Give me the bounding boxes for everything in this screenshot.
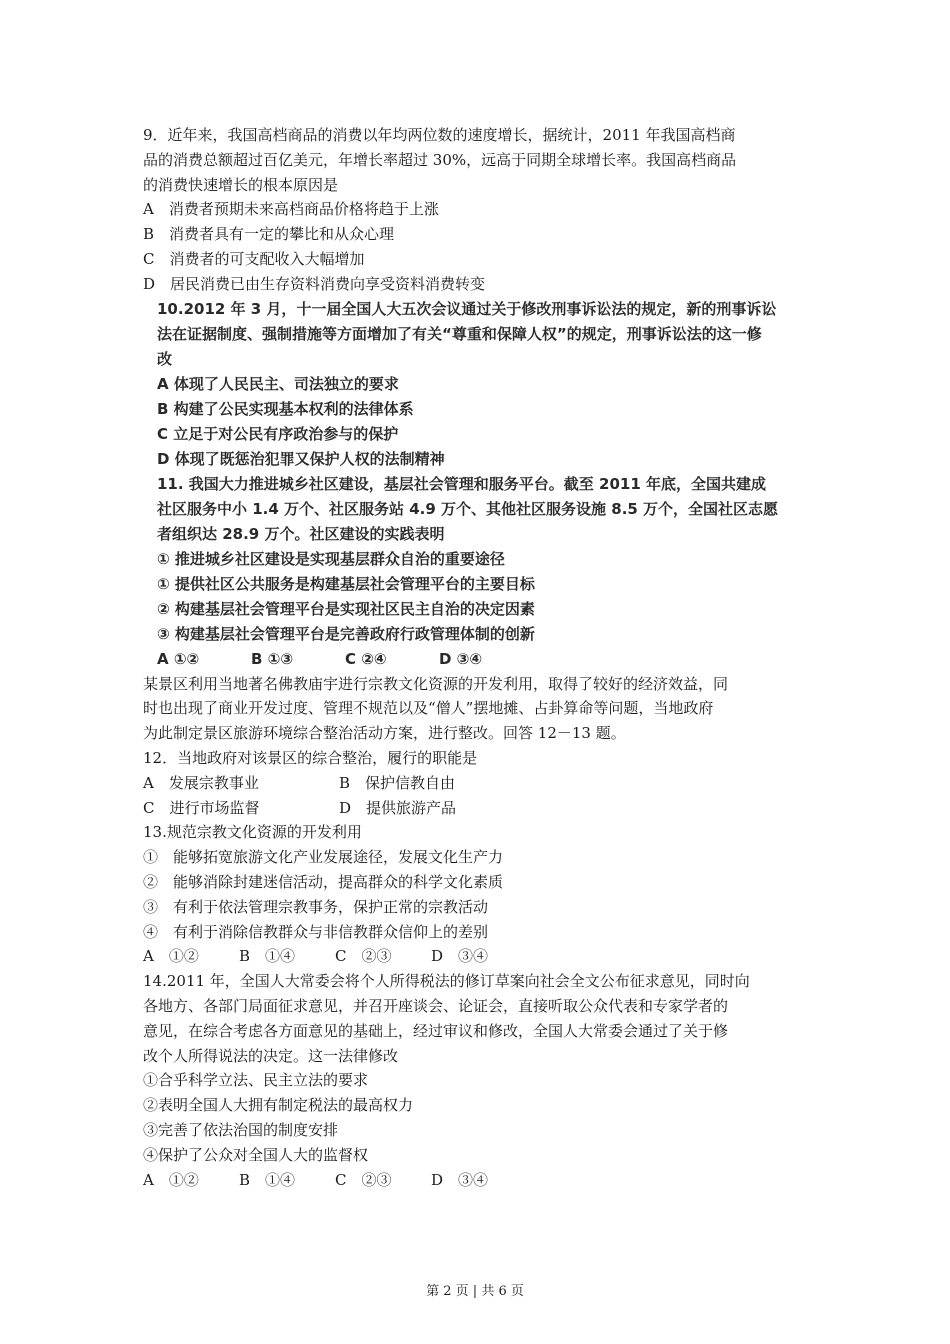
question-12 xyxy=(143,746,823,820)
q14-stem-line: 各地方、各部门局面征求意见，并召开座谈会、论证会，直接听取公众代表和专家学者的 xyxy=(143,996,729,1015)
passage-12-13 xyxy=(143,672,823,746)
q9-option-a: A 消费者预期未来高档商品价格将趋于上涨 xyxy=(143,200,439,219)
question-14 xyxy=(143,969,823,1192)
q14-answer-d: D ③④ xyxy=(431,1170,489,1189)
q11-answer-a: A ①② xyxy=(157,649,200,668)
q14-answer-a: A ①② xyxy=(143,1170,199,1189)
q11-stem-line: 者组织达 28.9 万个。社区建设的实践表明 xyxy=(157,524,445,543)
q13-answer-d: D ③④ xyxy=(431,947,489,966)
q11-stem-line: 11. 我国大力推进城乡社区建设，基层社会管理和服务平台。截至 2011 年底，全国共建成 xyxy=(157,474,766,493)
q11-item: ① 推进城乡社区建设是实现基层群众自治的重要途径 xyxy=(157,549,505,568)
q10-option-b: B 构建了公民实现基本权利的法律体系 xyxy=(157,399,414,418)
question-9 xyxy=(143,123,823,297)
q10-option-c: C 立足于对公民有序政治参与的保护 xyxy=(157,424,399,443)
q13-item: ② 能够消除封建迷信活动，提高群众的科学文化素质 xyxy=(143,872,504,891)
q13-answer-b: B ①④ xyxy=(239,947,296,966)
q9-option-d: D 居民消费已由生存资料消费向享受资料消费转变 xyxy=(143,274,486,293)
passage-line: 为此制定景区旅游环境综合整治活动方案，进行整改。回答 12－13 题。 xyxy=(143,724,626,743)
q9-option-c: C 消费者的可支配收入大幅增加 xyxy=(143,249,365,268)
passage-line: 某景区利用当地著名佛教庙宇进行宗教文化资源的开发利用，取得了较好的经济效益，同 xyxy=(143,674,729,693)
q14-stem-line: 改个人所得说法的决定。这一法律修改 xyxy=(143,1046,399,1065)
q14-answer-c: C ②③ xyxy=(335,1170,392,1189)
q9-option-b: B 消费者具有一定的攀比和从众心理 xyxy=(143,225,395,244)
q14-answer-b: B ①④ xyxy=(239,1170,296,1189)
q9-stem-line: 的消费快速增长的根本原因是 xyxy=(143,175,339,194)
q10-option-d: D 体现了既惩治犯罪又保护人权的法制精神 xyxy=(157,449,445,468)
question-10 xyxy=(143,297,823,472)
q11-answers xyxy=(157,647,823,672)
q10-option-a: A 体现了人民民主、司法独立的要求 xyxy=(157,374,399,393)
q11-item: ③ 构建基层社会管理平台是完善政府行政管理体制的创新 xyxy=(157,624,535,643)
question-content xyxy=(143,123,823,1192)
question-11 xyxy=(143,472,823,672)
q13-item: ④ 有利于消除信教群众与非信教群众信仰上的差别 xyxy=(143,922,489,941)
q14-answers xyxy=(143,1168,823,1193)
q10-stem-line: 10.2012 年 3 月，十一届全国人大五次会议通过关于修改刑事诉讼法的规定，新的刑事诉讼 xyxy=(157,299,777,318)
q13-stem: 13.规范宗教文化资源的开发利用 xyxy=(143,823,362,842)
q10-stem-line: 法在证据制度、强制措施等方面增加了有关“尊重和保障人权”的规定，刑事诉讼法的这一修 xyxy=(157,324,762,343)
q9-stem-line: 9．近年来，我国高档商品的消费以年均两位数的速度增长，据统计，2011 年我国高档商 xyxy=(143,126,736,144)
question-13 xyxy=(143,820,823,969)
q12-option-b: B 保护信教自由 xyxy=(339,773,456,792)
page-footer: 第 2 页 | 共 6 页 xyxy=(426,1284,524,1299)
q12-option-a: A 发展宗教事业 xyxy=(143,773,259,792)
q14-stem-line: 意见，在综合考虑各方面意见的基础上，经过审议和修改，全国人大常委会通过了关于修 xyxy=(143,1021,729,1040)
q13-item: ③ 有利于依法管理宗教事务，保护正常的宗教活动 xyxy=(143,897,489,916)
q13-answers xyxy=(143,944,823,969)
q14-item: ②表明全国人大拥有制定税法的最高权力 xyxy=(143,1096,414,1115)
q11-answer-d: D ③④ xyxy=(439,649,483,668)
q11-answer-c: C ②④ xyxy=(345,649,387,668)
q13-item: ① 能够拓宽旅游文化产业发展途径，发展文化生产力 xyxy=(143,848,504,867)
q13-answer-a: A ①② xyxy=(143,947,199,966)
q10-stem-line: 改 xyxy=(157,349,173,368)
q14-item: ④保护了公众对全国人大的监督权 xyxy=(143,1145,369,1164)
q14-item: ①合乎科学立法、民主立法的要求 xyxy=(143,1071,369,1090)
q12-options-row xyxy=(143,796,823,821)
q12-options-row xyxy=(143,771,823,796)
q14-item: ③完善了依法治国的制度安排 xyxy=(143,1120,339,1139)
q9-stem-line: 品的消费总额超过百亿美元，年增长率超过 30%，远高于同期全球增长率。我国高档商品 xyxy=(143,150,737,169)
q11-item: ② 构建基层社会管理平台是实现社区民主自治的决定因素 xyxy=(157,599,535,618)
q12-stem: 12．当地政府对该景区的综合整治，履行的职能是 xyxy=(143,748,478,767)
passage-line: 时也出现了商业开发过度、管理不规范以及“僧人”摆地摊、占卦算命等问题，当地政府 xyxy=(143,699,714,718)
q11-answer-b: B ①③ xyxy=(251,649,294,668)
q11-stem-line: 社区服务中小 1.4 万个、社区服务站 4.9 万个、其他社区服务设施 8.5 万个，全国社区志愿 xyxy=(157,499,779,518)
q12-option-d: D 提供旅游产品 xyxy=(339,798,457,817)
q12-option-c: C 进行市场监督 xyxy=(143,798,260,817)
q13-answer-c: C ②③ xyxy=(335,947,392,966)
q11-item: ① 提供社区公共服务是构建基层社会管理平台的主要目标 xyxy=(157,574,535,593)
q14-stem-line: 14.2011 年，全国人大常委会将个人所得税法的修订草案向社会全文公布征求意见，同时向 xyxy=(143,972,750,991)
